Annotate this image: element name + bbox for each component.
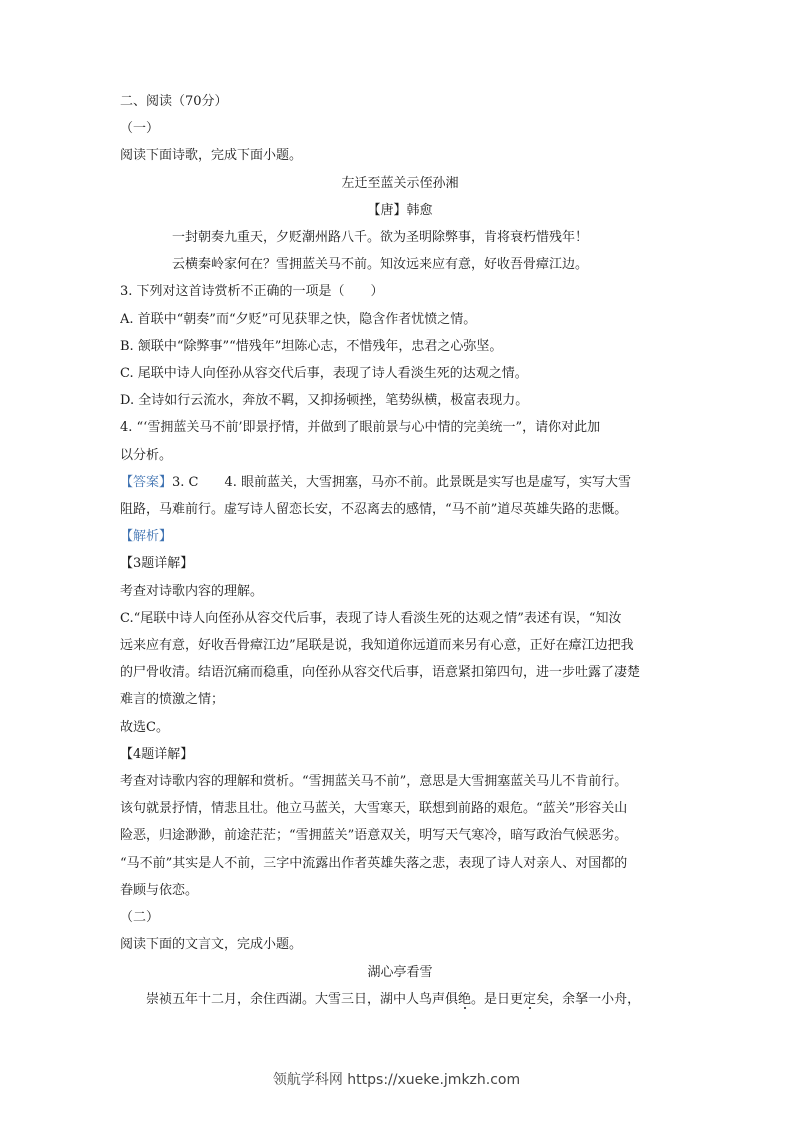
part2-text-segment-2: 。是日更 <box>471 991 524 1007</box>
q3-detail-line-4: 的尸骨收清。结语沉痛而稳重，向侄孙从容交代后事，语意紧扣第四句，进一步吐露了凄楚 <box>120 665 641 681</box>
q3-detail-line-6: 故选C。 <box>120 719 169 735</box>
q3-detail-line-3: 远来应有意，好收吾骨瘴江边”尾联是说，我知道你远道而来另有心意，正好在瘴江边把我 <box>120 638 634 654</box>
answer-tag: 【答案】 <box>120 474 173 490</box>
poem-title: 左迁至蓝关示侄孙湘 <box>341 175 459 191</box>
part2-text-segment-1: 崇祯五年十二月，余住西湖。大雪三日，湖中人鸟声俱 <box>146 991 459 1007</box>
question-3-option-c: C. 尾联中诗人向侄孙从容交代后事，表现了诗人看淡生死的达观之情。 <box>120 366 528 382</box>
question-4-stem-line-1: 4. “‘雪拥蓝关马不前’即景抒情，并做到了眼前景与心中情的完美统一”，请你对此加 <box>120 420 601 436</box>
question-3-option-d: D. 全诗如行云流水，奔放不羁，又抑扬顿挫，笔势纵横，极富表现力。 <box>120 393 529 409</box>
q3-detail-heading: 【3题详解】 <box>120 556 194 572</box>
question-3-stem: 3. 下列对这首诗赏析不正确的一项是（ ） <box>120 284 384 300</box>
q4-detail-line-4: “马不前”其实是人不前，三字中流露出作者英雄失落之悲，表现了诗人对亲人、对国都的 <box>120 855 628 871</box>
q3-detail-line-5: 难言的愤激之情； <box>120 692 225 708</box>
part2-text-segment-3: 矣，余拏一小舟， <box>536 991 641 1007</box>
question-3-option-a: A. 首联中“朝奏”而“夕贬”可见获罪之快，隐含作者忧愤之情。 <box>120 311 477 327</box>
part2-instruction: 阅读下面的文言文，完成小题。 <box>120 937 303 953</box>
question-4-stem-line-2: 以分析。 <box>120 447 173 463</box>
question-3-option-b: B. 颔联中“除弊事”“惜残年”坦陈心志，不惜残年，忠君之心弥坚。 <box>120 338 503 354</box>
part2-label: （二） <box>120 910 160 926</box>
answer-line-1 <box>120 469 680 496</box>
document-body <box>120 88 680 1013</box>
poem-author: 【唐】韩愈 <box>367 202 433 218</box>
part2-title: 湖心亭看雪 <box>367 964 433 980</box>
part1-instruction: 阅读下面诗歌，完成下面小题。 <box>120 148 303 164</box>
q4-detail-line-2: 该句就景抒情，情悲且壮。他立马蓝关，大雪寒天，联想到前路的艰危。“蓝关”形容关山 <box>120 801 628 817</box>
q3-detail-line-1: 考查对诗歌内容的理解。 <box>120 583 264 599</box>
part2-text-line-1 <box>120 986 680 1013</box>
section-heading: 二、阅读（70分） <box>120 94 228 109</box>
emphasis-dot-char-2: 定 <box>523 991 537 1007</box>
answer-text: 3. C 4. 眼前蓝关，大雪拥塞，马亦不前。此景既是实写也是虚写，实写大雪 <box>172 474 632 490</box>
q4-detail-line-5: 眷顾与依恋。 <box>120 882 199 898</box>
poem-line-2: 云横秦岭家何在？雪拥蓝关马不前。知汝远来应有意，好收吾骨瘴江边。 <box>172 257 589 273</box>
page-footer: 领航学科网 https://xueke.jmkzh.com <box>272 1072 521 1088</box>
q4-detail-line-1: 考查对诗歌内容的理解和赏析。“雪拥蓝关马不前”，意思是大雪拥塞蓝关马儿不肯前行。 <box>120 774 628 790</box>
part1-label: （一） <box>120 121 160 137</box>
poem-line-1: 一封朝奏九重天，夕贬潮州路八千。欲为圣明除弊事，肯将衰朽惜残年！ <box>172 230 589 246</box>
q4-detail-heading: 【4题详解】 <box>120 746 194 762</box>
q4-detail-line-3: 险恶，归途渺渺，前途茫茫；“雪拥蓝关”语意双关，明写天气寒冷，暗写政治气候恶劣。 <box>120 828 628 844</box>
emphasis-dot-char-1: 绝 <box>458 991 472 1007</box>
analysis-tag: 【解析】 <box>120 529 173 545</box>
q3-detail-line-2: C.“尾联中诗人向侄孙从容交代后事，表现了诗人看淡生死的达观之情”表述有误，“知汝 <box>120 610 622 626</box>
answer-line-2: 阻路，马难前行。虚写诗人留恋长安，不忍离去的感情，“马不前”道尽英雄失路的悲慨。 <box>120 502 628 518</box>
